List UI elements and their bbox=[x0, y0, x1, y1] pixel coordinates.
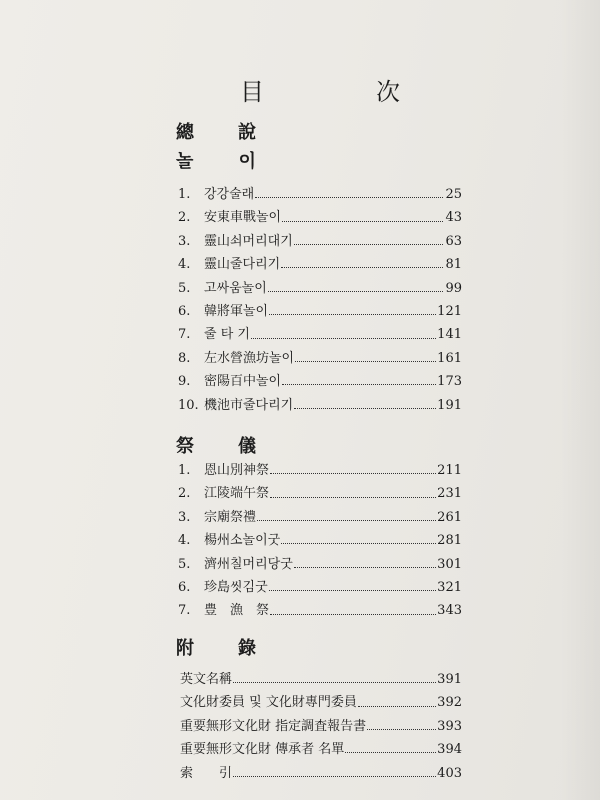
entry-number: 3. bbox=[178, 509, 191, 525]
entry-number: 7. bbox=[178, 327, 191, 343]
toc-entry bbox=[178, 529, 462, 552]
dot-leader bbox=[268, 291, 443, 292]
toc-entry bbox=[178, 347, 462, 370]
entry-title: 豊 漁 祭 bbox=[204, 603, 270, 619]
entry-page-number: 391 bbox=[437, 672, 462, 687]
entry-title: 安東車戰놀이 bbox=[204, 210, 282, 226]
heading-char: 錄 bbox=[238, 638, 256, 659]
entry-page-number: 392 bbox=[437, 695, 462, 711]
entry-page-number: 301 bbox=[437, 556, 462, 572]
entry-title: 줄 타 기 bbox=[204, 327, 250, 343]
entry-page-number: 63 bbox=[445, 233, 462, 249]
entry-title: 英文名稱 bbox=[180, 672, 233, 687]
entry-number: 4. bbox=[178, 257, 191, 273]
toc-entry bbox=[178, 370, 462, 393]
entry-title: 고싸움놀이 bbox=[204, 280, 267, 296]
dot-leader bbox=[269, 314, 436, 315]
dot-leader bbox=[269, 590, 436, 591]
entry-page-number: 99 bbox=[445, 280, 462, 296]
entry-number: 5. bbox=[178, 556, 191, 572]
toc-entry bbox=[178, 394, 462, 417]
dot-leader bbox=[257, 520, 436, 521]
entry-number: 3. bbox=[178, 233, 191, 249]
dot-leader bbox=[367, 729, 436, 730]
entry-number: 2. bbox=[178, 486, 191, 502]
entry-page-number: 281 bbox=[437, 533, 462, 549]
heading-char: 놀 bbox=[176, 151, 194, 172]
dot-leader bbox=[295, 361, 436, 362]
toc-entry bbox=[180, 715, 462, 738]
entry-page-number: 191 bbox=[437, 397, 462, 413]
entry-title: 重要無形文化財 指定調査報告書 bbox=[180, 718, 367, 734]
entry-title: 江陵端午祭 bbox=[204, 486, 270, 502]
entry-page-number: 173 bbox=[437, 374, 462, 390]
entry-page-number: 394 bbox=[437, 742, 462, 758]
entry-page-number: 321 bbox=[437, 579, 462, 595]
entry-title: 韓將軍놀이 bbox=[204, 303, 269, 319]
dot-leader bbox=[270, 614, 436, 615]
toc-entry bbox=[178, 277, 462, 300]
entry-page-number: 403 bbox=[437, 765, 462, 781]
toc-entry bbox=[180, 738, 462, 761]
dot-leader bbox=[233, 776, 436, 777]
heading-char: 이 bbox=[238, 151, 256, 172]
dot-leader bbox=[294, 244, 443, 245]
entry-page-number: 141 bbox=[437, 327, 462, 343]
entry-page-number: 121 bbox=[437, 303, 462, 319]
toc-entry bbox=[180, 668, 462, 691]
entry-page-number: 43 bbox=[445, 210, 462, 226]
toc-entry bbox=[178, 576, 462, 599]
toc-entry bbox=[178, 300, 462, 323]
toc-entry bbox=[178, 323, 462, 346]
entry-number: 10. bbox=[178, 397, 199, 413]
dot-leader bbox=[281, 543, 436, 544]
section-heading-appendix bbox=[176, 634, 256, 660]
entry-number: 2. bbox=[178, 210, 191, 226]
games-list bbox=[178, 183, 462, 417]
page-edge-shadow bbox=[560, 0, 600, 800]
entry-title: 宗廟祭禮 bbox=[204, 509, 257, 525]
heading-char: 附 bbox=[176, 638, 194, 659]
dot-leader bbox=[281, 267, 443, 268]
entry-title: 索 引 bbox=[180, 765, 233, 781]
toc-entry bbox=[178, 553, 462, 576]
toc-entry bbox=[178, 253, 462, 276]
toc-entry bbox=[178, 482, 462, 505]
dot-leader bbox=[294, 567, 436, 568]
dot-leader bbox=[358, 706, 436, 707]
entry-page-number: 343 bbox=[437, 603, 462, 619]
toc-entry bbox=[180, 691, 462, 714]
section-heading-games bbox=[176, 147, 256, 173]
entry-number: 6. bbox=[178, 303, 191, 319]
entry-title: 강강술래 bbox=[204, 187, 255, 202]
title-char-1: 目 bbox=[240, 78, 264, 106]
page-title bbox=[240, 72, 400, 107]
dot-leader bbox=[233, 682, 436, 683]
dot-leader bbox=[270, 473, 436, 474]
entry-number: 5. bbox=[178, 280, 191, 296]
dot-leader bbox=[345, 752, 436, 753]
entry-page-number: 261 bbox=[437, 509, 462, 525]
toc-entry bbox=[178, 183, 462, 206]
toc-entry bbox=[178, 599, 462, 622]
appendix-list bbox=[180, 668, 462, 785]
entry-title: 密陽百中놀이 bbox=[204, 374, 282, 390]
toc-entry bbox=[178, 206, 462, 229]
section-heading-general bbox=[176, 118, 256, 144]
entry-page-number: 161 bbox=[437, 350, 462, 366]
entry-page-number: 231 bbox=[437, 486, 462, 502]
entry-page-number: 211 bbox=[437, 463, 462, 478]
entry-page-number: 81 bbox=[445, 257, 462, 273]
entry-page-number: 25 bbox=[445, 187, 462, 202]
entry-title: 濟州칠머리당굿 bbox=[204, 556, 293, 572]
entry-title: 珍島씻김굿 bbox=[204, 579, 268, 595]
dot-leader bbox=[294, 408, 436, 409]
entry-number: 4. bbox=[178, 533, 191, 549]
title-char-2: 次 bbox=[376, 78, 400, 106]
dot-leader bbox=[282, 221, 443, 222]
entry-title: 靈山쇠머리대기 bbox=[204, 233, 293, 249]
heading-char: 總 bbox=[176, 122, 194, 143]
entry-page-number: 393 bbox=[437, 718, 462, 734]
heading-char: 儀 bbox=[238, 436, 256, 457]
entry-number: 1. bbox=[178, 187, 191, 202]
dot-leader bbox=[282, 384, 436, 385]
entry-number: 9. bbox=[178, 374, 191, 390]
toc-entry bbox=[178, 459, 462, 482]
dot-leader bbox=[255, 197, 443, 198]
entry-title: 左水營漁坊놀이 bbox=[204, 350, 295, 366]
entry-title: 靈山줄다리기 bbox=[204, 257, 281, 273]
entry-title: 文化財委員 및 文化財專門委員 bbox=[180, 695, 357, 711]
rituals-list bbox=[178, 459, 462, 623]
entry-title: 楊州소놀이굿 bbox=[204, 533, 281, 549]
entry-number: 8. bbox=[178, 350, 191, 366]
dot-leader bbox=[270, 497, 436, 498]
entry-number: 6. bbox=[178, 579, 191, 595]
toc-entry bbox=[178, 506, 462, 529]
toc-entry bbox=[180, 762, 462, 785]
entry-title: 恩山別神祭 bbox=[204, 463, 270, 478]
entry-number: 1. bbox=[178, 463, 191, 478]
entry-title: 機池市줄다리기 bbox=[204, 397, 294, 413]
toc-entry bbox=[178, 230, 462, 253]
heading-char: 說 bbox=[238, 122, 256, 143]
entry-number: 7. bbox=[178, 603, 191, 619]
section-heading-rituals bbox=[176, 432, 256, 458]
dot-leader bbox=[251, 338, 436, 339]
entry-title: 重要無形文化財 傳承者 名單 bbox=[180, 742, 345, 758]
heading-char: 祭 bbox=[176, 436, 194, 457]
